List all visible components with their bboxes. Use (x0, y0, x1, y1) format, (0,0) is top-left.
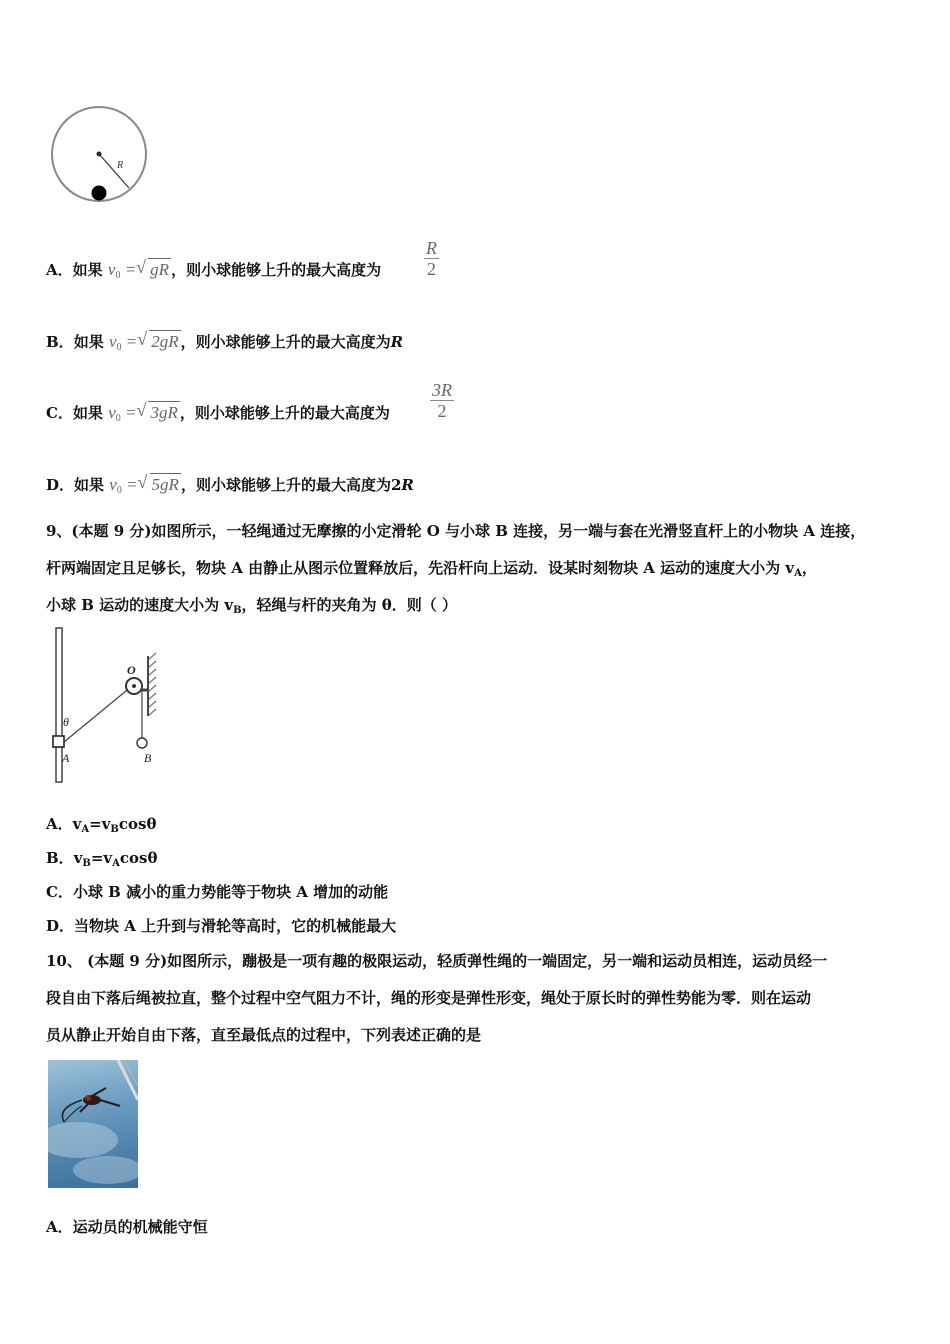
option-a: A．如果 $v_0$ = √ gR ，则小球能够上升的最大高度为 (46, 257, 382, 281)
label-b: B (144, 751, 152, 765)
sqrt-expression: √ 5gR (137, 472, 179, 494)
label-theta: θ (63, 715, 69, 729)
q9-stem-line2: 杆两端固定且足够长，物块 A 由静止从图示位置释放后，先沿杆向上运动．设某时刻物块 A 运动的速度大小为 $v_A$， (46, 559, 817, 579)
answer-fraction-a: $\frac{R}{2}$ (426, 238, 437, 279)
option-c: C．如果 $v_0$ = √ 3gR ，则小球能够上升的最大高度为 (46, 400, 390, 424)
q10-stem-line1: 10、 (本题 9 分)如图所示，蹦极是一项有趣的极限运动，轻质弹性绳的一端固定，另一端和运动员相连，运动员经一 (46, 952, 828, 970)
q9-option-a: A．$v_A=v_B\cos\theta$ (46, 815, 157, 835)
q9-option-c: C．小球 B 减小的重力势能等于物块 A 增加的动能 (46, 883, 389, 901)
sqrt-expression: √ 2gR (137, 329, 179, 351)
q9-stem-line3: 小球 B 运动的速度大小为 $v_B$，轻绳与杆的夹角为 θ．则（ ） (46, 596, 457, 616)
pulley-figure (48, 626, 168, 786)
label-a: A (62, 751, 70, 765)
q10-stem-line2: 段自由下落后绳被拉直，整个过程中空气阻力不计，绳的形变是弹性形变，绳处于原长时的弹性势能为零．则在运动 (46, 989, 812, 1007)
sqrt-expression: √ 3gR (136, 400, 178, 422)
option-d: D．如果 $v_0$ = √ 5gR ，则小球能够上升的最大高度为2R (46, 472, 414, 496)
sqrt-expression: √ gR (136, 257, 170, 279)
option-b: B．如果 $v_0$ = √ 2gR ，则小球能够上升的最大高度为R (46, 329, 404, 353)
q10-option-a: A．运动员的机械能守恒 (46, 1218, 208, 1236)
radius-label: R (117, 160, 124, 171)
q9-stem-line1: 9、(本题 9 分)如图所示，一轻绳通过无摩擦的小定滑轮 O 与小球 B 连接，另一端与套在光滑竖直杆上的小物块 A 连接， (46, 522, 866, 540)
q9-option-d: D．当物块 A 上升到与滑轮等高时，它的机械能最大 (46, 917, 397, 935)
answer-fraction-c: $\frac{3R}{2}$ (432, 380, 452, 421)
label-o: O (127, 663, 136, 677)
q9-option-b: B．$v_B=v_A\cos\theta$ (46, 849, 158, 869)
q10-stem-line3: 员从静止开始自由下落，直至最低点的过程中，下列表述正确的是 (46, 1026, 482, 1044)
circle-figure (48, 104, 152, 204)
bungee-photo (48, 1060, 138, 1188)
